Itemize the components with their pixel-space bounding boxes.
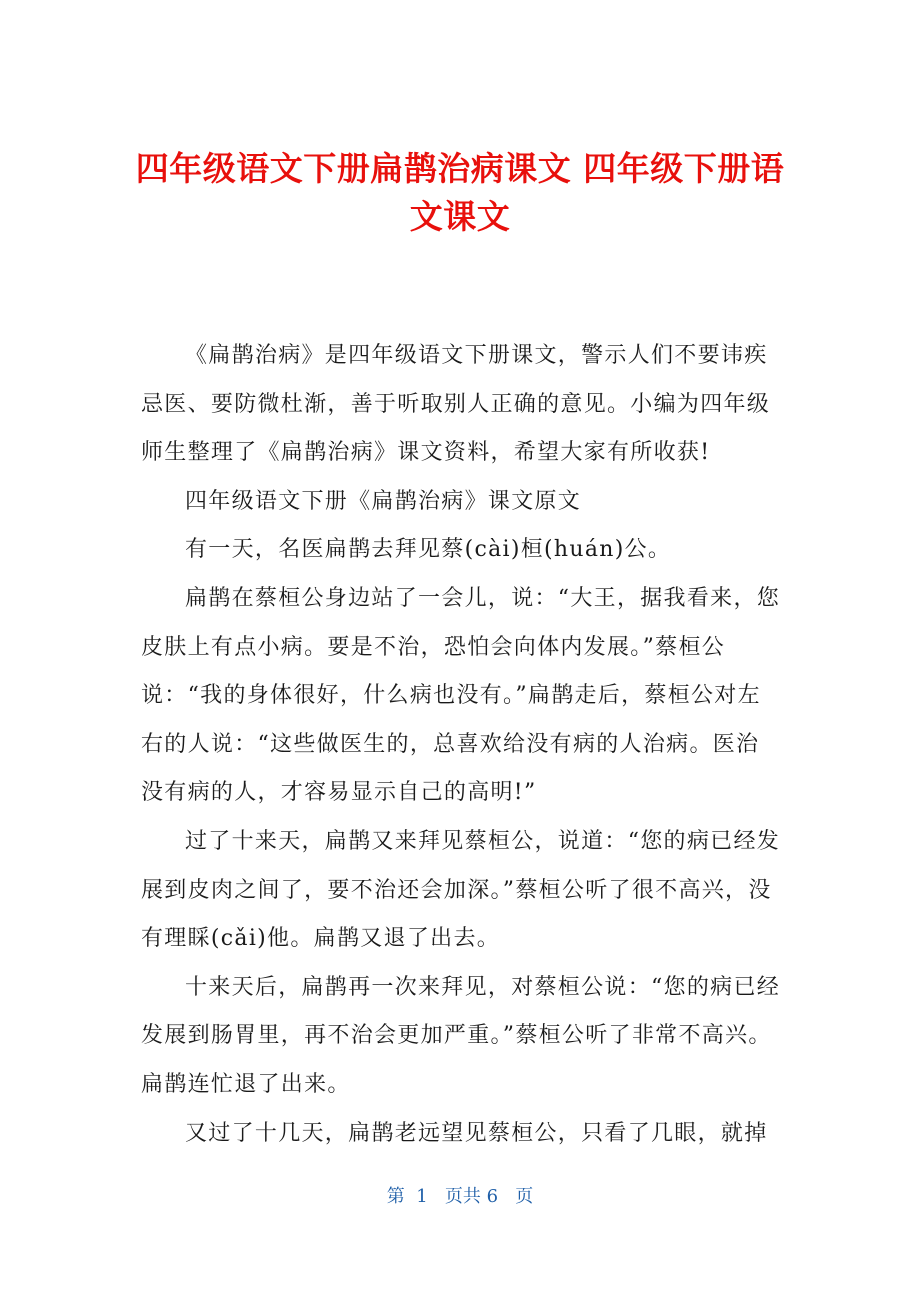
paragraph-intro: 《扁鹊治病》是四年级语文下册课文，警示人们不要讳疾忌医、要防微杜渐，善于听取别人正确的意见。小编为四年级师生整理了《扁鹊治病》课文资料，希望大家有所收获! xyxy=(141,343,771,466)
paragraph-2: 扁鹊在蔡桓公身边站了一会儿，说：“大王，据我看来，您皮肤上有点小病。要是不治，恐怕会向体内发展。”蔡桓公说：“我的身体很好，什么病也没有。”扁鹊走后，蔡桓公对左右的人说：“这些做医生的，总喜欢给没有病的人治病。医治没有病的人，才容易显示自己的高明!” xyxy=(141,585,781,806)
document-body xyxy=(141,332,781,1158)
paragraph-5: 又过了十几天，扁鹊老远望见蔡桓公，只看了几眼，就掉 xyxy=(185,1120,768,1146)
page-number-footer: 第 1 页共 6 页 xyxy=(386,1186,534,1207)
document-title-line-1: 四年级语文下册扁鹊治病课文 四年级下册语 xyxy=(135,149,785,188)
paragraph-4: 十来天后，扁鹊再一次来拜见，对蔡桓公说：“您的病已经发展到肠胃里，再不治会更加严重。”蔡桓公听了非常不高兴。扁鹊连忙退了出来。 xyxy=(141,974,781,1097)
paragraph-3: 过了十来天，扁鹊又来拜见蔡桓公，说道：“您的病已经发展到皮肉之间了，要不治还会加深。”蔡桓公听了很不高兴，没有理睬(cǎi)他。扁鹊又退了出去。 xyxy=(141,828,781,952)
document-title-line-2: 文课文 xyxy=(409,197,511,236)
paragraph-1: 有一天，名医扁鹊去拜见蔡(cài)桓(huán)公。 xyxy=(185,537,672,563)
paragraph-subheading: 四年级语文下册《扁鹊治病》课文原文 xyxy=(185,488,582,514)
